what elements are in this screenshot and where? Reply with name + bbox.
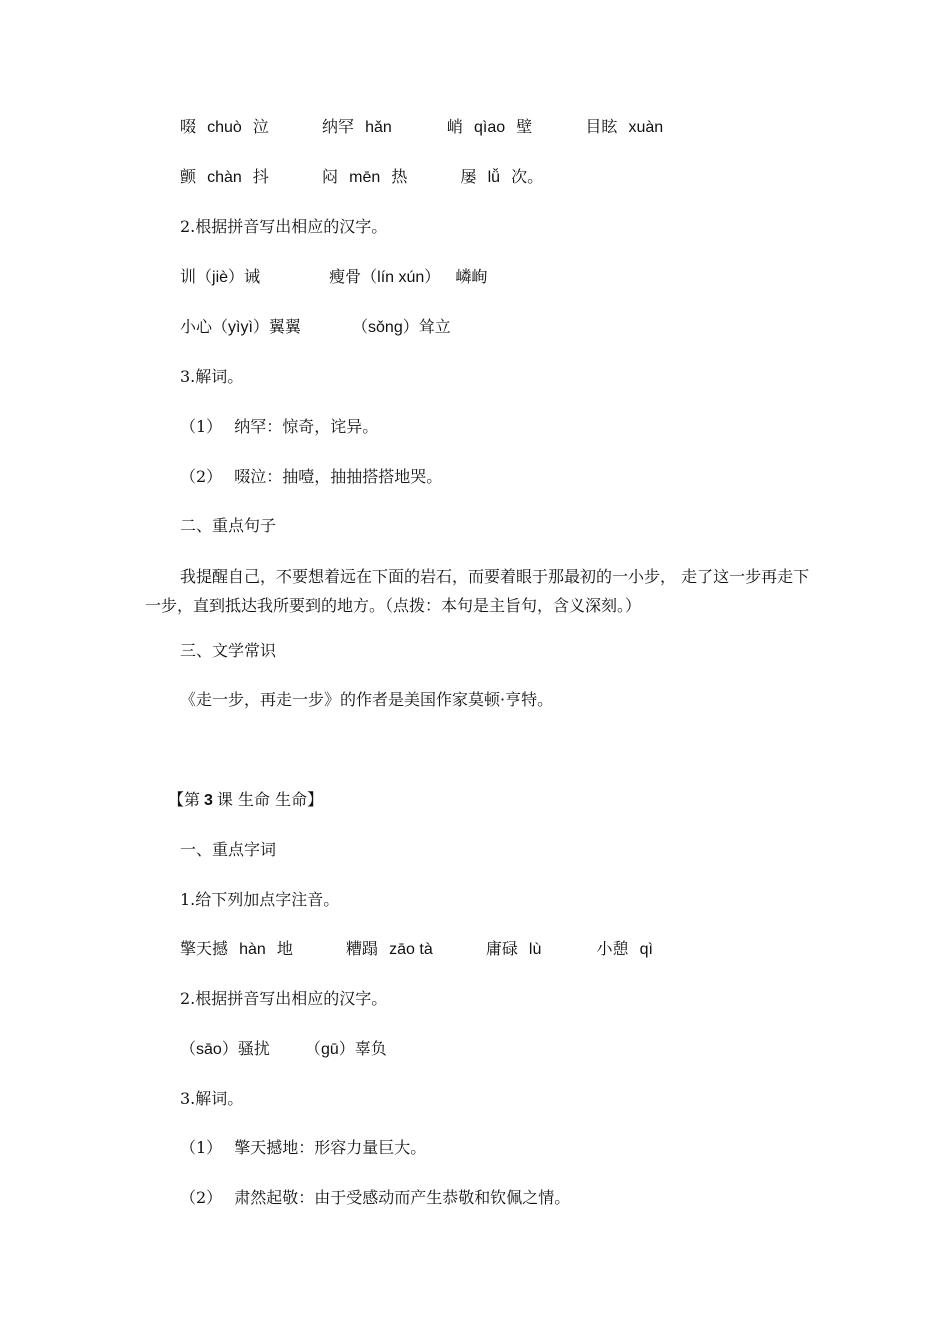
pinyin: lǚ [487,169,501,186]
pinyin: zāo tà [389,941,433,958]
number: （2） [180,467,223,486]
literary-note: 《走一步，再走一步》的作者是美国作家莫顿·亨特。 [180,690,554,709]
part-3-heading: 三、文学常识 [180,641,277,660]
pinyin: mēn [349,169,381,186]
text: （ [352,317,369,336]
char: 峭 [446,117,463,136]
question-3-heading: 3.解词。 [180,1089,244,1108]
char: 抖 [252,167,269,186]
word: 擎天撼 [180,939,229,958]
number: （2） [180,1188,223,1207]
question-3-heading: 3.解词。 [180,367,244,386]
pinyin: hǎn [365,119,392,136]
word: 纳罕 [322,117,355,136]
text: 瘦骨（ [329,267,378,286]
char: 啜 [180,117,197,136]
text: ）骚扰 [221,1039,270,1058]
pinyin-row-1 [180,117,663,138]
pinyin: qìao [474,119,506,136]
definition-2 [180,1188,570,1208]
pinyin: lù [528,941,542,958]
pinyin: yìyì [228,319,253,336]
word: 小憩 [596,939,629,958]
pinyin: jiè [212,269,229,286]
definition-text: 肃然起敬：由于受感动而产生恭敬和钦佩之情。 [234,1188,571,1207]
pinyin: qì [639,941,653,958]
pinyin: lín xún [377,269,425,286]
title-part: 课 生命 生命】 [216,790,324,809]
lesson-title [168,790,323,811]
char: 泣 [252,117,269,136]
pinyin: hàn [239,941,266,958]
definition-text: 啜泣：抽噎，抽抽搭搭地哭。 [234,467,443,486]
pinyin: sǒng [368,319,403,336]
definition-text: 纳罕：惊奇，诧异。 [234,417,379,436]
definition-text: 擎天撼地：形容力量巨大。 [234,1138,427,1157]
char: 地 [276,939,293,958]
text: 小心（ [180,317,229,336]
text: （ [180,1039,197,1058]
question-2-heading: 2.根据拼音写出相应的汉字。 [180,217,388,236]
definition-1 [180,417,378,437]
definition-2 [180,467,442,487]
text: ）耸立 [402,317,451,336]
pinyin: gū [320,1041,339,1058]
word: 糟蹋 [346,939,379,958]
text: ）诫 [228,267,261,286]
text: 嶙峋 [455,267,488,286]
part-1-heading: 一、重点字词 [180,840,277,859]
hanzi-row-1 [180,267,487,288]
key-sentence: 我提醒自己，不要想着远在下面的岩石，而要着眼于那最初的一小步， 走了这一步再走下一步，直到抵达我所要到的地方。（点拨：本句是主旨句，含义深刻。） [145,567,810,615]
text: ）辜负 [338,1039,387,1058]
lesson-number: 3 [204,792,213,809]
text: （ [304,1039,321,1058]
hanzi-row-3 [180,1039,387,1060]
definition-1 [180,1138,426,1158]
hanzi-row-2 [180,317,451,338]
title-part: 【第 [168,790,201,809]
char: 屡 [460,167,477,186]
text: 训（ [180,267,213,286]
char: 闷 [322,167,339,186]
pinyin-row-3 [180,939,653,960]
char: 壁 [516,117,533,136]
char: 热 [391,167,408,186]
pinyin: xuàn [628,119,664,136]
pinyin-row-2 [180,167,543,188]
question-2-heading: 2.根据拼音写出相应的汉字。 [180,989,388,1008]
pinyin: sāo [196,1041,222,1058]
number: （1） [180,417,223,436]
char: 次。 [511,167,544,186]
number: （1） [180,1138,223,1157]
part-2-heading: 二、重点句子 [180,516,277,535]
pinyin: chuò [207,119,242,136]
question-1-heading: 1.给下列加点字注音。 [180,890,340,909]
word: 目眩 [585,117,618,136]
text: ）翼翼 [252,317,301,336]
char: 颤 [180,167,197,186]
word: 庸碌 [485,939,518,958]
text: ） [424,267,441,286]
pinyin: chàn [207,169,242,186]
